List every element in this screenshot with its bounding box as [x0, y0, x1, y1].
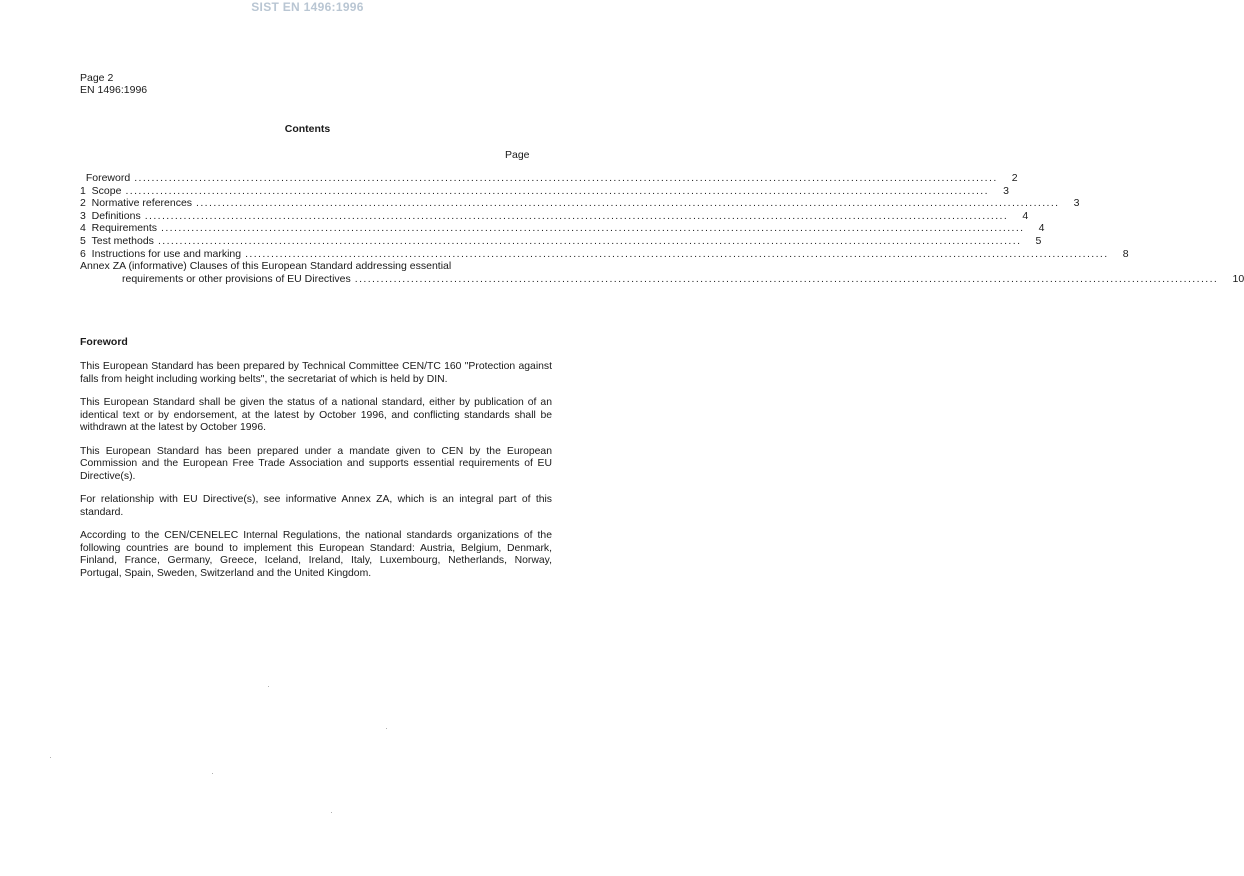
toc-entry-page: 10	[1232, 272, 1244, 285]
toc-entry-label: requirements or other provisions of EU Directives	[122, 272, 351, 285]
contents-title: Contents	[284, 123, 331, 135]
toc-entry-test-methods	[80, 234, 1042, 248]
toc-leader-dots: ........................................................................................................................................................................................................	[354, 272, 1219, 285]
scan-speck	[331, 812, 332, 813]
toc-entry-label: 1 Scope	[80, 184, 122, 197]
toc-leader-dots: ........................................................................................................................................................................................................	[144, 209, 1009, 222]
toc-entry-label: 6 Instructions for use and marking	[80, 247, 242, 260]
scan-speck	[212, 773, 213, 774]
toc-entry-foreword	[80, 172, 1018, 185]
watermark: SIST EN 1496:1996	[251, 0, 364, 14]
scan-speck	[386, 728, 387, 729]
toc-entry-label: 5 Test methods	[80, 234, 154, 247]
toc-leader-dots: ........................................................................................................................................................................................................	[125, 184, 989, 197]
toc-entry-page: 2	[1011, 172, 1018, 184]
page-number: Page 2	[80, 72, 114, 84]
standard-number: EN 1496:1996	[80, 84, 148, 96]
foreword-paragraph: This European Standard has been prepared by Technical Committee CEN/TC 160 "Protection against falls from height including working belts", the secretariat of which is held by DIN.	[80, 361, 552, 385]
toc-leader-dots: ........................................................................................................................................................................................................	[134, 172, 998, 184]
page-header	[80, 72, 147, 96]
toc-leader-dots: ........................................................................................................................................................................................................	[245, 247, 1109, 260]
toc-leader-dots: ........................................................................................................................................................................................................	[157, 234, 1022, 247]
scan-speck	[50, 757, 51, 758]
toc-entry-definitions	[80, 209, 1029, 223]
foreword-paragraph: This European Standard shall be given the status of a national standard, either by publication of an identical text or by endorsement, at the latest by October 1996, and conflicting standards shall be withdrawn at the latest by October 1996.	[80, 397, 552, 433]
toc-entry-requirements	[80, 222, 1045, 235]
scan-speck	[268, 686, 269, 687]
toc-entry-page: 5	[1035, 234, 1042, 247]
foreword-heading: Foreword	[80, 336, 128, 348]
toc-leader-dots: ........................................................................................................................................................................................................	[161, 222, 1025, 235]
foreword-paragraph: According to the CEN/CENELEC Internal Regulations, the national standards organizations of the following countries are bound to implement this European Standard: Austria, Belgium, Denmark, Finland, France, Germany, Greece, Iceland, Ireland, Italy, Luxembourg, Netherlands, Norway, Portugal, Spain, Sweden, Switzerland and the United Kingdom.	[80, 530, 552, 579]
foreword-paragraph: For relationship with EU Directive(s), see informative Annex ZA, which is an integral part of this standard.	[80, 494, 552, 518]
toc-entry-label: 4 Requirements	[80, 222, 158, 235]
foreword-paragraph: This European Standard has been prepared under a mandate given to CEN by the European Commission and the European Free Trade Association and supports essential requirements of EU Directive(s).	[80, 445, 552, 482]
toc-entry-annex-za	[80, 272, 1244, 286]
toc-entry-page: 3	[1073, 197, 1080, 210]
toc-entry-scope	[80, 184, 1009, 198]
table-of-contents	[80, 172, 1244, 285]
toc-entry-label: 3 Definitions	[80, 209, 141, 222]
toc-entry-page: 8	[1122, 247, 1129, 260]
toc-entry-page: 4	[1038, 222, 1045, 235]
toc-entry-label: 2 Normative references	[80, 197, 193, 210]
page-column-header: Page	[505, 149, 530, 161]
toc-entry-page: 3	[1003, 184, 1009, 197]
toc-entry-instructions	[80, 247, 1129, 261]
toc-entry-label: Foreword	[80, 172, 131, 184]
toc-entry-page: 4	[1022, 209, 1029, 222]
toc-annex-line1: Annex ZA (informative) Clauses of this European Standard addressing essential	[80, 260, 452, 273]
foreword-body	[80, 361, 552, 591]
toc-entry-normative-references	[80, 197, 1080, 210]
toc-leader-dots: ........................................................................................................................................................................................................	[196, 197, 1060, 210]
